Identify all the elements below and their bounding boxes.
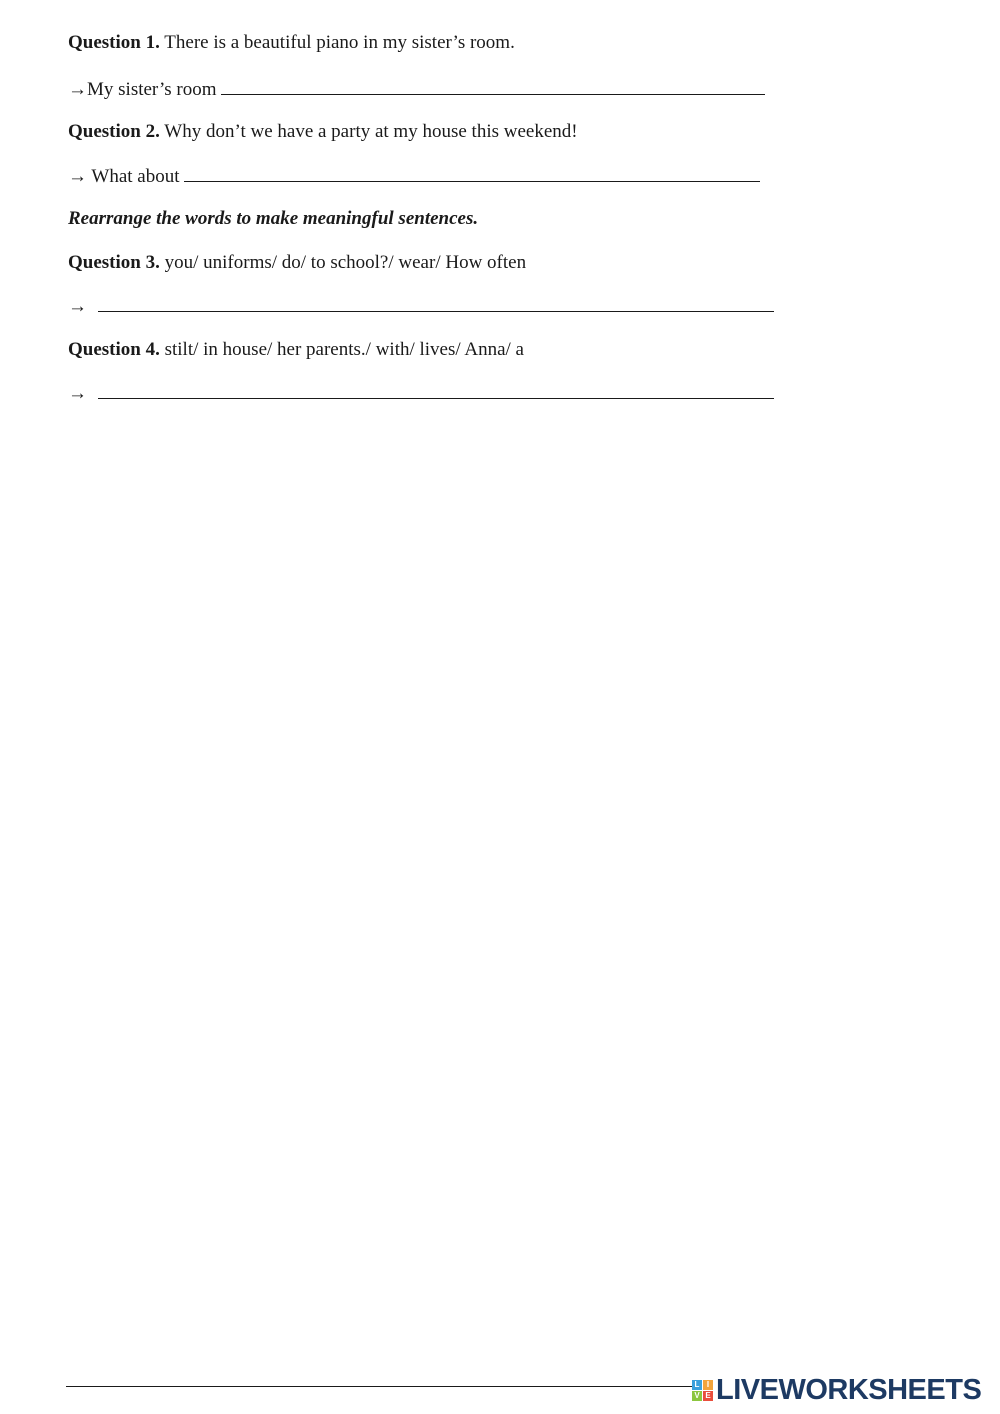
logo-mark-icon: [692, 1380, 713, 1401]
logo-mark-letter: E: [703, 1391, 713, 1401]
answer-4-blank[interactable]: [98, 381, 774, 399]
question-1-prompt: There is a beautiful piano in my sister’s room.: [164, 32, 515, 53]
question-1-label: Question 1.: [68, 32, 160, 53]
logo-mark-letter: V: [692, 1391, 702, 1401]
question-4: [68, 338, 524, 362]
question-2: [68, 120, 578, 144]
answer-1-blank[interactable]: [221, 77, 765, 95]
answer-1-prefix: →My sister’s room: [68, 79, 217, 100]
answer-2-prefix: → What about: [68, 166, 180, 187]
answer-3-row: [68, 294, 774, 319]
answer-3-prefix: →: [68, 296, 87, 317]
answer-2-row: [68, 164, 760, 189]
logo-mark-letter: I: [703, 1380, 713, 1390]
logo-mark-letter: L: [692, 1380, 702, 1390]
question-3-label: Question 3.: [68, 252, 160, 273]
answer-4-row: [68, 381, 774, 406]
liveworksheets-logo: [692, 1375, 981, 1405]
question-2-prompt: Why don’t we have a party at my house this weekend!: [164, 121, 578, 142]
footer-rule: [66, 1386, 702, 1387]
question-3: [68, 251, 526, 275]
logo-text: LIVEWORKSHEETS: [716, 1374, 982, 1406]
section-instruction: Rearrange the words to make meaningful sentences.: [68, 208, 479, 229]
question-1: [68, 31, 515, 55]
question-2-label: Question 2.: [68, 121, 160, 142]
answer-4-prefix: →: [68, 383, 87, 404]
answer-1-row: [68, 77, 765, 102]
question-4-prompt: stilt/ in house/ her parents./ with/ lives/ Anna/ a: [164, 339, 524, 360]
answer-3-blank[interactable]: [98, 294, 774, 312]
question-4-label: Question 4.: [68, 339, 160, 360]
question-3-prompt: you/ uniforms/ do/ to school?/ wear/ How often: [164, 252, 527, 273]
answer-2-blank[interactable]: [184, 164, 760, 182]
